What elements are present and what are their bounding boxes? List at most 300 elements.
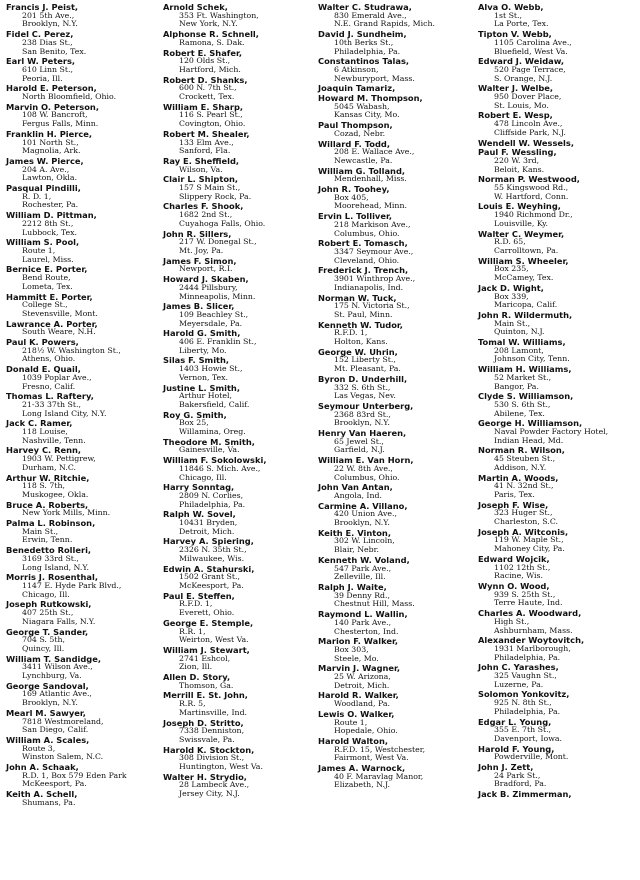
- entry-address-line: 204 A. Ave.,: [22, 164, 70, 174]
- entry-name: Harold Walton,: [318, 735, 389, 746]
- entry-address-line: Beloit, Kans.: [494, 164, 545, 174]
- entry-address-line: 21-33 37th St.,: [22, 399, 81, 409]
- entry-address-line: St. Paul, Minn.: [334, 309, 393, 319]
- entry-address-line: Huntington, West Va.: [179, 762, 263, 772]
- entry-name: Harold G. Smith,: [163, 328, 241, 339]
- entry-address-line: Columbus, Ohio.: [334, 228, 400, 238]
- entry-name: Franklin H. Pierce,: [6, 128, 93, 139]
- entry-name: George H. Williamson,: [478, 418, 583, 429]
- entry-name: Paul K. Powers,: [6, 337, 79, 348]
- entry-address-line: Racine, Wis.: [494, 571, 544, 581]
- entry-address-line: College St.,: [22, 300, 68, 310]
- entry-address-line: 2444 Pillsbury,: [179, 282, 238, 292]
- entry-name: James A. Warnock,: [318, 763, 406, 774]
- entry-address-line: Bluefield, West Va.: [494, 46, 568, 56]
- entry-address-line: Vernon, Tex.: [179, 372, 229, 382]
- directory-entry: [163, 673, 313, 690]
- entry-name: Morris J. Rosenthal,: [6, 572, 98, 583]
- entry-address-line: San Diego, Calif.: [22, 725, 89, 735]
- entry-address-line: High St.,: [494, 616, 530, 626]
- entry-address-line: 24 Park St.,: [494, 770, 541, 780]
- entry-name: Robert M. Shealer,: [163, 128, 250, 139]
- entry-address-line: Long Island, N.Y.: [22, 562, 89, 572]
- entry-name: Norman P. Westwood,: [478, 174, 580, 185]
- entry-address-line: Elizabeth, N.J.: [334, 780, 390, 790]
- directory-entry: [163, 175, 313, 201]
- entry-name: John R. Wildermuth,: [478, 309, 573, 320]
- entry-name: George Sandoval,: [6, 680, 89, 691]
- entry-address-line: 2809 N. Corlies,: [179, 490, 244, 500]
- directory-entry: [163, 202, 313, 228]
- entry-address-line: Cliffside Park, N.J.: [494, 127, 566, 137]
- entry-address-line: 704 S. 5th,: [22, 635, 65, 645]
- entry-address-line: 1403 Howie St.,: [179, 364, 243, 374]
- directory-entry: [478, 139, 628, 148]
- entry-address-line: San Benito, Tex.: [22, 46, 87, 56]
- entry-name: James B. Slicer,: [163, 301, 235, 312]
- entry-address-line: Lubbock, Tex.: [22, 227, 78, 237]
- entry-address-line: Arthur Hotel,: [179, 391, 232, 401]
- directory-entry: [478, 555, 628, 581]
- directory-entry: [478, 582, 628, 608]
- entry-address-line: Hartford, Mich.: [179, 64, 241, 74]
- entry-name: Walter H. Strydio,: [163, 771, 247, 782]
- entry-name: Wynn O. Wood,: [478, 581, 550, 591]
- entry-address-line: Route 3,: [22, 743, 56, 753]
- directory-entry: [318, 402, 468, 428]
- entry-address-line: 407 25th St.,: [22, 608, 74, 618]
- entry-address-line: McKeesport, Pa.: [22, 779, 87, 789]
- entry-address-line: 950 Dover Place,: [494, 92, 562, 102]
- directory-entry: [318, 664, 468, 690]
- entry-address-line: McCamey, Tex.: [494, 273, 554, 283]
- entry-name: Pasqual Pindilli,: [6, 183, 81, 194]
- entry-name: Marvin O. Peterson,: [6, 101, 99, 112]
- entry-address-line: North Bloomfield, Ohio.: [22, 92, 117, 102]
- entry-name: Howard J. Skaben,: [163, 274, 249, 285]
- directory-entry: [163, 302, 313, 328]
- entry-name: Kenneth W. Voland,: [318, 554, 410, 565]
- entry-address-line: Johnson City, Tenn.: [494, 354, 570, 364]
- entry-address-line: Cleveland, Ohio.: [334, 255, 400, 265]
- entry-name: Lawrance A. Porter,: [6, 318, 98, 329]
- entry-name: Bernice E. Porter,: [6, 264, 88, 275]
- entry-address-line: Swissvale, Pa.: [179, 734, 235, 744]
- entry-address-line: Indian Head, Md.: [494, 435, 564, 445]
- directory-entry: [318, 737, 468, 763]
- entry-address-line: Indianapolis, Ind.: [334, 282, 404, 292]
- directory-entry: [163, 275, 313, 301]
- directory-entry: [6, 130, 156, 156]
- directory-entry: [318, 583, 468, 609]
- directory-entry: [6, 30, 156, 56]
- entry-address-line: Covington, Ohio.: [179, 119, 246, 129]
- entry-address-line: Long Island City, N.Y.: [22, 408, 107, 418]
- entry-address-line: 323 Huger St.,: [494, 508, 553, 518]
- entry-name: Silas F. Smith,: [163, 355, 230, 366]
- entry-name: Mearl M. Sawyer,: [6, 707, 86, 718]
- entry-address-line: 2326 N. 35th St.,: [179, 545, 247, 555]
- entry-address-line: Milwaukee, Wis.: [179, 553, 245, 563]
- entry-name: Paul E. Steffen,: [163, 590, 235, 601]
- entry-address-line: Main St.,: [494, 318, 531, 328]
- directory-entry: [163, 719, 313, 745]
- entry-address-line: 1940 Richmond Dr.,: [494, 210, 573, 220]
- entry-name: Charles A. Woodward,: [478, 608, 582, 619]
- entry-address-line: Route 1,: [22, 245, 56, 255]
- entry-address-line: 332 S. 6th St.,: [334, 382, 391, 392]
- directory-entry: [478, 474, 628, 500]
- entry-address-line: 420 Union Ave.,: [334, 509, 397, 519]
- directory-entry: [6, 320, 156, 337]
- directory-entry: [6, 709, 156, 735]
- entry-address-line: 1102 12th St.,: [494, 562, 551, 572]
- entry-address-line: 238 Dias St.,: [22, 37, 73, 47]
- entry-address-line: Fergus Falls, Minn.: [22, 119, 99, 129]
- directory-entry: [6, 265, 156, 291]
- entry-name: Ervin L. Tolliver,: [318, 211, 392, 222]
- entry-address-line: Niagara Falls, N.Y.: [22, 616, 96, 626]
- entry-address-line: Brooklyn, N.Y.: [334, 418, 390, 428]
- directory-entry: [478, 763, 628, 789]
- directory-column-4: [478, 3, 628, 800]
- directory-entry: [318, 502, 468, 528]
- entry-name: Harold R. Walker,: [318, 690, 399, 701]
- directory-entry: [318, 483, 468, 500]
- directory-entry: [318, 456, 468, 482]
- entry-address-line: Fairmont, West Va.: [334, 753, 409, 763]
- entry-name: Carmine A. Villano,: [318, 500, 408, 511]
- directory-entry: [163, 257, 313, 274]
- entry-address-line: Bakersfield, Calif.: [179, 399, 250, 409]
- directory-entry: [6, 211, 156, 237]
- directory-entry: [318, 529, 468, 555]
- entry-address-line: 118 Louise,: [22, 427, 68, 437]
- entry-address-line: Addison, N.Y.: [494, 462, 547, 472]
- directory-entry: [6, 392, 156, 418]
- entry-name: John Van Antan,: [318, 482, 393, 493]
- entry-name: Justine L. Smith,: [163, 382, 240, 393]
- directory-entry: [318, 764, 468, 790]
- entry-address-line: Charleston, S.C.: [494, 517, 558, 527]
- entry-address-line: Winston Salem, N.C.: [22, 752, 104, 762]
- entry-address-line: Jersey City, N.J.: [179, 789, 240, 799]
- directory-entry: [318, 710, 468, 736]
- entry-name: Robert D. Shanks,: [163, 74, 248, 85]
- entry-address-line: Philadelphia, Pa.: [494, 706, 561, 716]
- entry-address-line: Fresno, Calif.: [22, 381, 76, 391]
- entry-address-line: Willamina, Oreg.: [179, 427, 246, 437]
- entry-name: David J. Sundheim,: [318, 29, 407, 40]
- entry-name: William G. Tolland,: [318, 165, 406, 176]
- entry-address-line: 600 N. 7th St.,: [179, 83, 237, 93]
- entry-name: Joseph A. Witconis,: [478, 526, 569, 537]
- entry-address-line: 52 Market St.,: [494, 372, 552, 382]
- entry-address-line: 406 E. Franklin St.,: [179, 337, 257, 347]
- directory-entry: [6, 338, 156, 364]
- entry-address-line: Las Vegas, Nev.: [334, 391, 396, 401]
- directory-entry: [6, 519, 156, 545]
- directory-entry: [478, 690, 628, 716]
- entry-name: George T. Sander,: [6, 626, 89, 637]
- directory-entry: [478, 718, 628, 744]
- entry-address-line: Nashville, Tenn.: [22, 435, 86, 445]
- directory-entry: [6, 446, 156, 472]
- directory-entry: [163, 565, 313, 591]
- entry-name: Hammitt E. Porter,: [6, 291, 93, 302]
- directory-entry: [478, 111, 628, 137]
- directory-column-3: [318, 3, 468, 791]
- directory-entry: [318, 266, 468, 292]
- directory-entry: [318, 84, 468, 93]
- entry-address-line: Zion, Ill.: [179, 662, 213, 672]
- entry-address-line: Main St.,: [22, 526, 59, 536]
- entry-name: Norman R. Wilson,: [478, 445, 565, 456]
- entry-address-line: R.R. 5,: [179, 699, 206, 709]
- entry-address-line: Bangor, Pa.: [494, 381, 539, 391]
- directory-entry: [163, 537, 313, 563]
- entry-name: Harvey C. Renn,: [6, 445, 82, 456]
- entry-address-line: 1105 Carolina Ave.,: [494, 37, 572, 47]
- entry-name: Walter J. Welbe,: [478, 83, 554, 94]
- entry-name: Willard F. Todd,: [318, 138, 390, 149]
- entry-name: Alva O. Webb,: [478, 2, 544, 12]
- entry-address-line: Quinton, N.J.: [494, 327, 545, 337]
- directory-entry: [478, 446, 628, 472]
- directory-entry: [478, 148, 628, 174]
- entry-name: John C. Yarashes,: [478, 662, 559, 673]
- entry-address-line: 5045 Wabash,: [334, 101, 390, 111]
- directory-entry: [6, 157, 156, 183]
- entry-name: Byron D. Underhill,: [318, 373, 408, 384]
- entry-address-line: Columbus, Ohio.: [334, 472, 400, 482]
- entry-address-line: Ashburnham, Mass.: [494, 625, 573, 635]
- directory-entry: [163, 103, 313, 129]
- entry-name: William E. Van Horn,: [318, 455, 414, 466]
- entry-address-line: Sanford, Fla.: [179, 146, 231, 156]
- entry-name: Edward J. Weidaw,: [478, 56, 565, 67]
- directory-entry: [6, 682, 156, 708]
- entry-address-line: R.F.D. 1,: [179, 599, 213, 609]
- entry-name: William E. Sharp,: [163, 101, 244, 112]
- entry-address-line: Detroit, Mich.: [334, 680, 390, 690]
- entry-address-line: Martinsville, Ind.: [179, 707, 248, 717]
- entry-name: Walter C. Weymer,: [478, 228, 565, 239]
- entry-address-line: Box 303,: [334, 644, 369, 654]
- entry-name: Fidel C. Perez,: [6, 29, 74, 40]
- entry-address-line: Mahoney City, Pa.: [494, 544, 565, 554]
- entry-address-line: 120 Olds St.,: [179, 56, 231, 66]
- entry-address-line: 925 N. 8th St.,: [494, 698, 552, 708]
- entry-address-line: Naval Powder Factory Hotel,: [494, 427, 609, 437]
- entry-address-line: Brooklyn, N.Y.: [22, 698, 78, 708]
- entry-address-line: 25 W. Arizona,: [334, 672, 391, 682]
- directory-entry: [318, 294, 468, 320]
- directory-entry: [478, 419, 628, 445]
- entry-address-line: Powderville, Mont.: [494, 752, 569, 762]
- entry-name: John R. Toohey,: [318, 184, 390, 195]
- entry-address-line: Newcastle, Pa.: [334, 155, 393, 165]
- entry-address-line: 119 W. Maple St.,: [494, 535, 564, 545]
- entry-address-line: Detroit, Mich.: [179, 526, 235, 536]
- directory-entry: [6, 736, 156, 762]
- entry-address-line: La Porte, Tex.: [494, 19, 549, 29]
- entry-name: Ralph J. Waite,: [318, 582, 387, 592]
- entry-address-line: 3411 Wilson Ave.,: [22, 662, 93, 672]
- entry-name: Donald E. Quail,: [6, 364, 81, 375]
- directory-entry: [318, 121, 468, 138]
- entry-address-line: Chestnut Hill, Mass.: [334, 599, 415, 609]
- directory-entry: [318, 637, 468, 663]
- entry-address-line: Box 25,: [179, 418, 209, 428]
- entry-address-line: Luzerne, Pa.: [494, 679, 544, 689]
- directory-entry: [163, 356, 313, 382]
- directory-entry: [6, 573, 156, 599]
- entry-address-line: Thomson, Ga.: [179, 680, 234, 690]
- entry-name: Joseph Rutkowski,: [6, 599, 92, 610]
- entry-address-line: Slippery Rock, Pa.: [179, 191, 252, 201]
- entry-address-line: 1502 Grant St.,: [179, 572, 240, 582]
- directory-column-1: [6, 3, 156, 809]
- entry-name: George W. Uhrin,: [318, 346, 398, 357]
- directory-entry: [478, 257, 628, 283]
- entry-name: John R. Sillers,: [163, 228, 232, 239]
- directory-entry: [6, 501, 156, 518]
- directory-entry: [6, 655, 156, 681]
- entry-address-line: Laurel, Miss.: [22, 254, 74, 264]
- entry-address-line: Chesterton, Ind.: [334, 626, 399, 636]
- entry-address-line: Cuyahoga Falls, Ohio.: [179, 218, 266, 228]
- directory-entry: [318, 429, 468, 455]
- directory-entry: [6, 763, 156, 789]
- entry-name: William T. Sandidge,: [6, 653, 102, 664]
- entry-name: George E. Stemple,: [163, 617, 254, 628]
- entry-name: James W. Pierce,: [6, 155, 84, 166]
- entry-address-line: 325 Vaughn St.,: [494, 671, 557, 681]
- entry-address-line: Hopedale, Ohio.: [334, 726, 398, 736]
- entry-name: Ralph W. Sovel,: [163, 509, 236, 520]
- entry-address-line: 1903 W. Pettigrew,: [22, 454, 96, 464]
- directory-entry: [163, 384, 313, 410]
- entry-address-line: Athens, Ohio.: [22, 354, 76, 364]
- entry-name: Edward Wojcik,: [478, 553, 550, 564]
- entry-address-line: W. Hartford, Conn.: [494, 191, 569, 201]
- directory-entry: [6, 365, 156, 391]
- entry-address-line: 208 E. Wallace Ave.,: [334, 147, 415, 157]
- entry-address-line: Wilson, Va.: [179, 164, 223, 174]
- entry-address-line: 308 Division St.,: [179, 753, 245, 763]
- entry-name: Bruce A. Roberts,: [6, 499, 89, 510]
- entry-address-line: Stevensville, Mont.: [22, 308, 98, 318]
- entry-name: Seymour Unterberg,: [318, 400, 414, 411]
- directory-entry: [163, 49, 313, 75]
- entry-address-line: Bradford, Pa.: [494, 779, 547, 789]
- entry-name: Solomon Yonkovitz,: [478, 689, 570, 700]
- entry-address-line: 108 W. Bancroft,: [22, 110, 88, 120]
- entry-address-line: Durham, N.C.: [22, 462, 76, 472]
- entry-address-line: 10th Berks St.,: [334, 37, 394, 47]
- directory-entry: [478, 392, 628, 418]
- directory-entry: [163, 456, 313, 482]
- entry-address-line: 218½ W. Washington St.,: [22, 345, 121, 355]
- entry-address-line: 7338 Denniston,: [179, 726, 245, 736]
- entry-address-line: Lometa, Tex.: [22, 281, 73, 291]
- entry-address-line: Erwin, Tenn.: [22, 535, 73, 545]
- entry-name: William A. Scales,: [6, 734, 90, 745]
- entry-address-line: Terre Haute, Ind.: [494, 598, 563, 608]
- directory-entry: [318, 691, 468, 708]
- entry-address-line: Mt. Joy, Pa.: [179, 245, 224, 255]
- directory-entry: [478, 311, 628, 337]
- entry-address-line: Carrolltown, Pa.: [494, 245, 559, 255]
- directory-entry: [163, 130, 313, 156]
- entry-address-line: Minneapolis, Minn.: [179, 291, 256, 301]
- entry-address-line: Angola, Ind.: [334, 490, 383, 500]
- entry-address-line: R.F.D. 1,: [334, 328, 368, 338]
- directory-entry: [163, 773, 313, 799]
- entry-address-line: Shumans, Pa.: [22, 797, 76, 807]
- entry-address-line: 220 W. 3rd,: [494, 155, 540, 165]
- entry-address-line: 830 Emerald Ave.,: [334, 10, 407, 20]
- entry-address-line: 1039 Poplar Ave.,: [22, 372, 92, 382]
- directory-entry: [318, 30, 468, 56]
- entry-address-line: 3901 Winthrop Ave.,: [334, 274, 416, 284]
- entry-address-line: Blair, Nebr.: [334, 545, 379, 555]
- directory-entry: [163, 746, 313, 772]
- entry-address-line: Quincy, Ill.: [22, 643, 65, 653]
- entry-name: Frederick J. Trench,: [318, 265, 409, 276]
- entry-name: Joseph F. Wise,: [478, 499, 549, 510]
- entry-name: Louis E. Weyhing,: [478, 201, 561, 212]
- entry-address-line: Garfield, N.J.: [334, 445, 385, 455]
- directory-entry: [318, 556, 468, 582]
- entry-address-line: Steele, Mo.: [334, 653, 379, 663]
- entry-address-line: Magnolia, Ark.: [22, 146, 81, 156]
- entry-name: Earl W. Peters,: [6, 56, 76, 67]
- entry-name: Paul Thompson,: [318, 120, 393, 131]
- directory-entry: [6, 419, 156, 445]
- entry-address-line: Liberty, Mo.: [179, 345, 227, 355]
- entry-name: Constantinos Talas,: [318, 56, 410, 67]
- directory-entry: [478, 3, 628, 29]
- entry-name: Paul F. Wessling,: [478, 147, 557, 158]
- entry-address-line: 610 Linn St.,: [22, 64, 73, 74]
- entry-address-line: R. D. 1,: [22, 191, 52, 201]
- directory-entry: [478, 501, 628, 527]
- entry-name: William S. Pool,: [6, 237, 80, 248]
- entry-name: Benedetto Rolleri,: [6, 545, 92, 556]
- entry-address-line: Paris, Tex.: [494, 489, 535, 499]
- entry-name: Tipton V. Webb,: [478, 29, 552, 40]
- entry-address-line: 478 Lincoln Ave.,: [494, 119, 563, 129]
- directory-entry: [318, 348, 468, 374]
- entry-name: William J. Stewart,: [163, 644, 250, 655]
- directory-entry: [6, 474, 156, 500]
- entry-address-line: 1147 E. Hyde Park Blvd.,: [22, 581, 122, 590]
- directory-entry: [478, 636, 628, 662]
- directory-entry: [478, 609, 628, 635]
- entry-address-line: Abilene, Tex.: [494, 408, 545, 418]
- entry-name: Merrill E. St. John,: [163, 690, 248, 701]
- entry-address-line: Newport, R.I.: [179, 264, 233, 274]
- entry-address-line: Crockett, Tex.: [179, 92, 235, 102]
- entry-name: Joaquin Tamariz,: [318, 83, 396, 94]
- entry-address-line: 10431 Bryden,: [179, 518, 238, 528]
- entry-address-line: Box 339,: [494, 291, 529, 301]
- directory-entry: [6, 184, 156, 210]
- entry-address-line: 3347 Seymour Ave.,: [334, 246, 414, 256]
- directory-entry: [6, 3, 156, 29]
